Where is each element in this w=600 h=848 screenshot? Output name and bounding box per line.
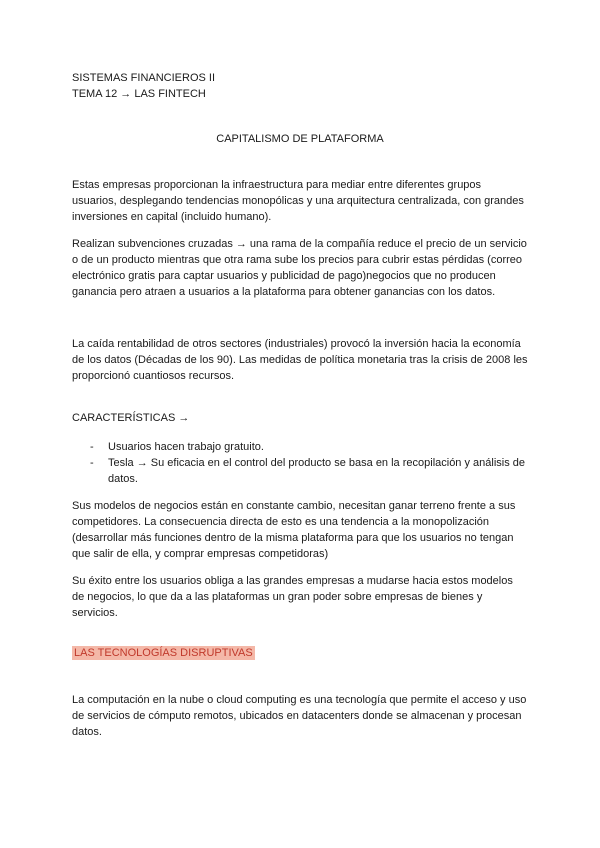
paragraph-success: Su éxito entre los usuarios obliga a las grandes empresas a mudarse hacia estos modelos de negocios, lo que da a las plataformas un gran poder sobre empresas de bienes y servicios. (72, 575, 513, 619)
topic-title: TEMA 12 → LAS FINTECH (72, 88, 206, 100)
section-heading-disruptive (72, 645, 528, 661)
list-item-text: Usuarios hacen trabajo gratuito. (108, 441, 264, 453)
course-title: SISTEMAS FINANCIEROS II (72, 72, 216, 84)
list-item (90, 455, 530, 487)
characteristics-list (90, 439, 530, 487)
paragraph-cloud: La computación en la nube o cloud computing es una tecnología que permite el acceso y uso de servicios de cómputo remotos, ubicados en datacenters donde se almacenan y procesan datos. (72, 694, 527, 738)
paragraph-profitability: La caída rentabilidad de otros sectores (industriales) provocó la inversión hacia la economía de los datos (Décadas de los 90). Las medidas de política monetaria tras la crisis de 2008 les proporcionó cuantiosos recursos. (72, 338, 528, 382)
list-item-text: Tesla → Su eficacia en el control del producto se basa en la recopilación y análisis de datos. (108, 457, 526, 485)
bullet-dash: - (90, 457, 94, 469)
paragraph-subsidies: Realizan subvenciones cruzadas → una rama de la compañía reduce el precio de un servicio o de un producto mientras que otra rama sube los precios para cubrir estas pérdidas (correo electrónico gratis para captar usuarios y publicidad de pago)negocios que no producen ganancia pero atraen a usuarios a la plataforma para obtener ganancias con los datos. (72, 238, 527, 298)
list-item (90, 439, 530, 455)
paragraph-business-models: Sus modelos de negocios están en constante cambio, necesitan ganar terreno frente a sus competidores. La consecuencia directa de esto es una tendencia a la monopolización (desarrollar más funciones dentro de la misma plataforma para que los usuarios no tengan que salir de ella, y comprar empresas competidoras) (72, 500, 516, 560)
paragraph-intro: Estas empresas proporcionan la infraestructura para mediar entre diferentes grupos usuarios, desplegando tendencias monopólicas y una arquitectura centralizada, con grandes inversiones en capital (incluido humano). (72, 179, 524, 223)
characteristics-heading: CARACTERÍSTICAS → (72, 412, 190, 424)
page-title: CAPITALISMO DE PLATAFORMA (216, 133, 384, 145)
bullet-dash: - (90, 441, 94, 453)
highlighted-heading-text: LAS TECNOLOGÍAS DISRUPTIVAS (74, 647, 253, 659)
